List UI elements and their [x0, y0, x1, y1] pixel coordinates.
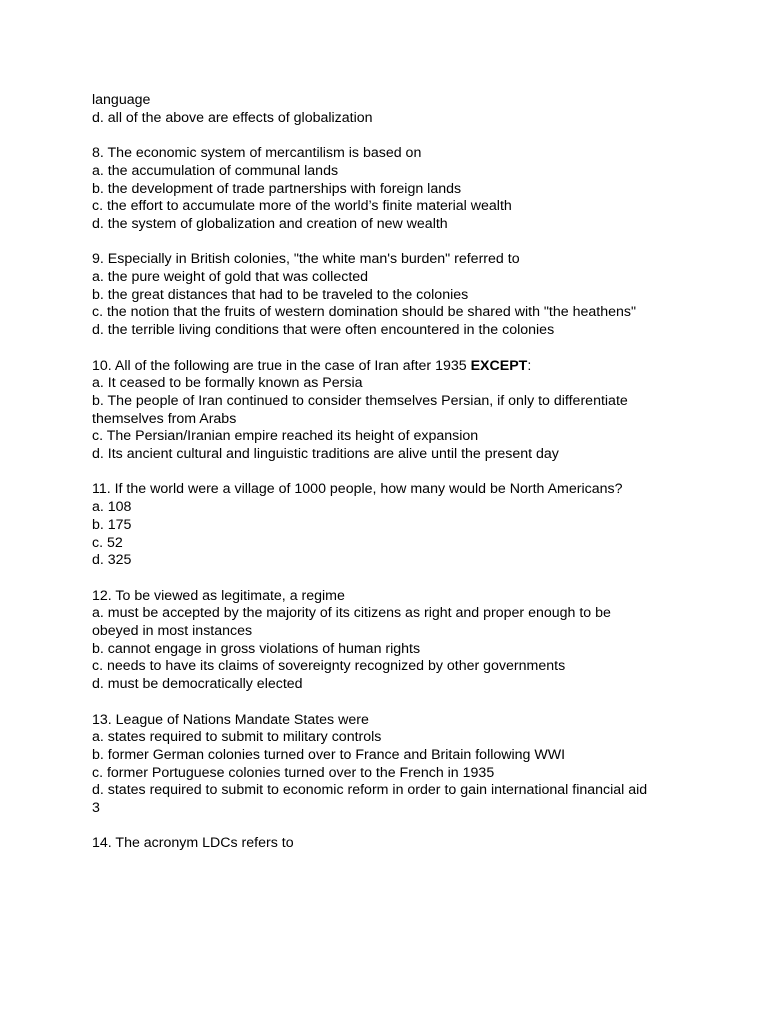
answer-option: a. the pure weight of gold that was collected: [92, 269, 369, 285]
question-text: 8. The economic system of mercantilism is based on: [92, 145, 422, 162]
answer-option: d. 325: [92, 552, 132, 569]
answer-option: a. 108: [92, 499, 132, 516]
question-9: [92, 251, 652, 340]
question-emphasis: EXCEPT: [470, 357, 528, 374]
question-13: [92, 712, 652, 818]
question-text: 14. The acronym LDCs refers to: [92, 835, 294, 852]
answer-option: b. 175: [92, 516, 132, 533]
answer-option: b. the great distances that had to be traveled to the colonies: [92, 286, 469, 303]
question-12: [92, 588, 652, 694]
answer-option: c. former Portuguese colonies turned over to the French in 1935: [92, 764, 495, 781]
question-text: 9. Especially in British colonies, "the white man's burden" referred to: [92, 251, 520, 268]
continuation-line: d. all of the above are effects of globalization: [92, 109, 373, 126]
question-11: [92, 481, 652, 570]
answer-option: a. the accumulation of communal lands: [92, 162, 339, 179]
answer-option: d. states required to submit to economic reform in order to gain international financial aid: [92, 782, 648, 799]
continuation-line: language: [92, 92, 151, 108]
continuation-block: [92, 92, 652, 127]
question-text: 13. League of Nations Mandate States were: [92, 711, 369, 728]
answer-option: c. The Persian/Iranian empire reached its height of expansion: [92, 428, 479, 445]
answer-option: b. the development of trade partnerships with foreign lands: [92, 180, 462, 197]
answer-option: c. the effort to accumulate more of the world’s finite material wealth: [92, 198, 512, 215]
answer-option: c. the notion that the fruits of western domination should be shared with "the heathens": [92, 304, 637, 321]
answer-option: d. the system of globalization and creation of new wealth: [92, 215, 448, 232]
answer-option: a. It ceased to be formally known as Persia: [92, 375, 363, 392]
question-text: [92, 358, 652, 376]
answer-option: b. former German colonies turned over to France and Britain following WWI: [92, 746, 566, 763]
answer-option: b. cannot engage in gross violations of human rights: [92, 640, 421, 657]
answer-option: d. the terrible living conditions that were often encountered in the colonies: [92, 322, 555, 339]
answer-option: d. Its ancient cultural and linguistic traditions are alive until the present day: [92, 446, 559, 463]
answer-option: d. must be democratically elected: [92, 676, 303, 693]
answer-option: a. must be accepted by the majority of its citizens as right and proper enough to be obeyed in most instances: [92, 605, 615, 640]
question-8: [92, 145, 652, 234]
question-text: 11. If the world were a village of 1000 people, how many would be North Americans?: [92, 481, 623, 498]
page-content: [92, 92, 652, 853]
question-text: 12. To be viewed as legitimate, a regime: [92, 587, 345, 604]
answer-option: c. 52: [92, 534, 123, 551]
answer-option: a. states required to submit to military controls: [92, 729, 382, 746]
question-10: [92, 358, 652, 464]
question-suffix: :: [527, 357, 532, 374]
question-prefix: 10. All of the following are true in the case of Iran after 1935: [92, 357, 471, 374]
answer-option: b. The people of Iran continued to consider themselves Persian, if only to differentiate themselves from Arabs: [92, 392, 632, 427]
answer-option: c. needs to have its claims of sovereignty recognized by other governments: [92, 658, 566, 675]
question-14: [92, 835, 652, 853]
page-number: 3: [92, 800, 100, 817]
